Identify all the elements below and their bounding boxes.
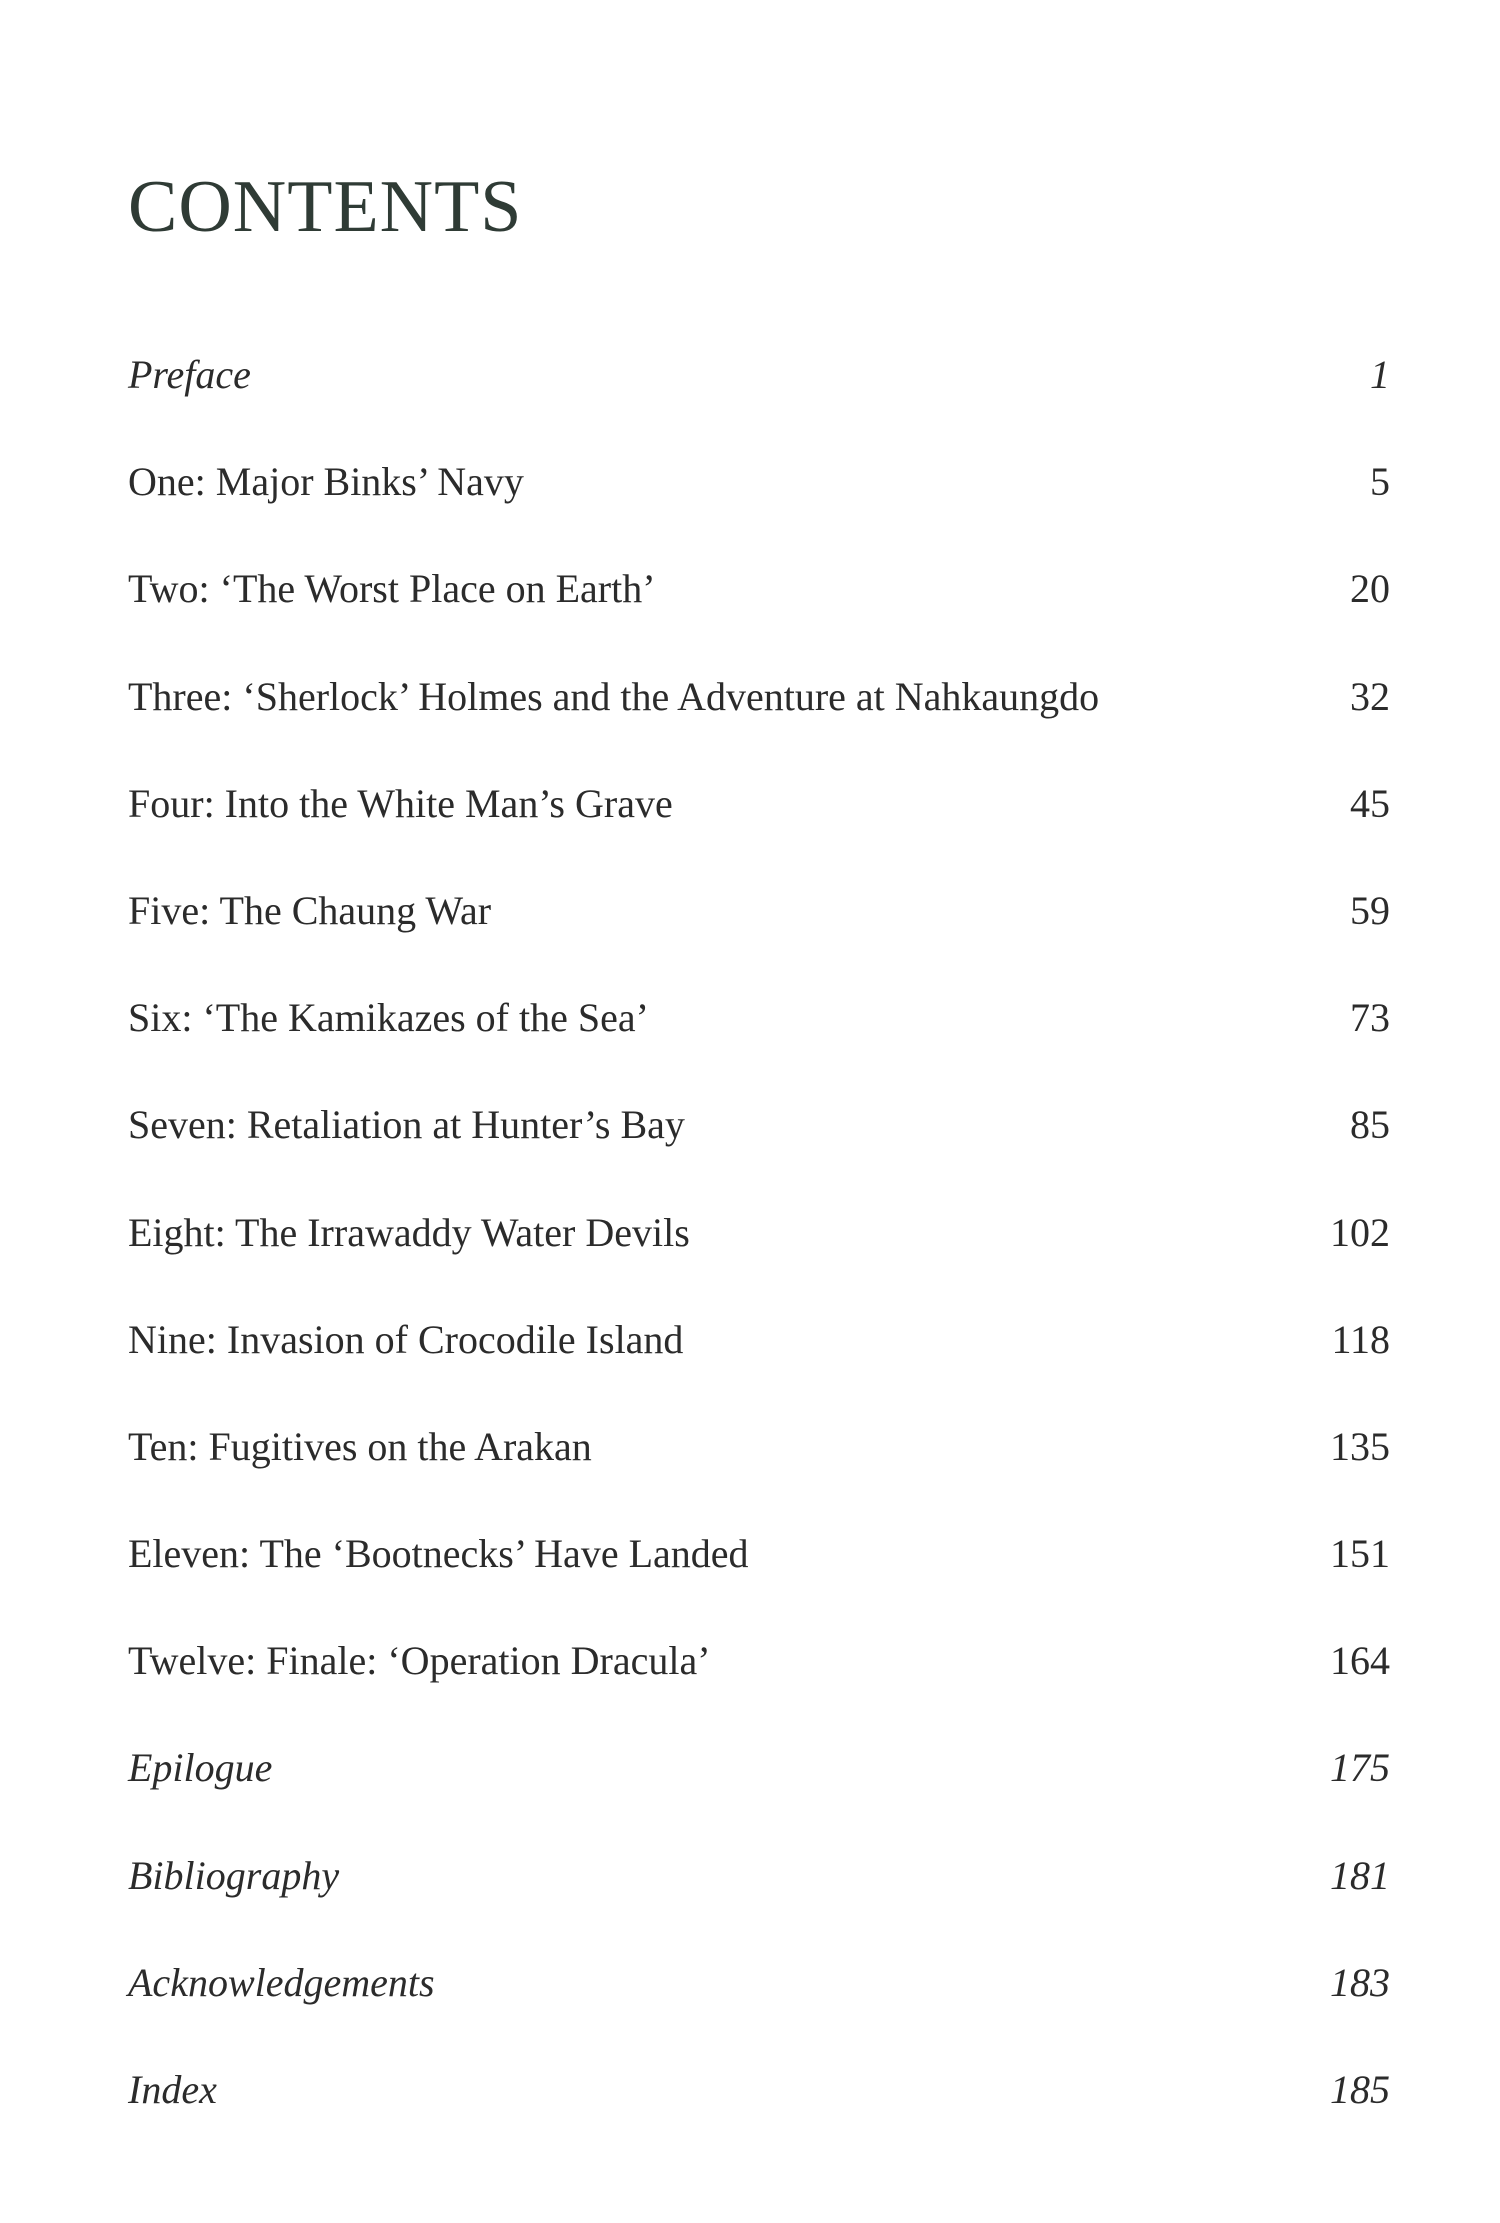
- toc-entry-chapter-four[interactable]: [128, 780, 1390, 891]
- toc-entry-chapter-six[interactable]: [128, 995, 1390, 1105]
- toc-entry-page: 181: [1330, 1852, 1390, 1898]
- toc-entry-chapter-eleven[interactable]: [128, 1531, 1390, 1641]
- toc-entry-chapter-eight[interactable]: [128, 1209, 1390, 1320]
- toc-entry-chapter-seven[interactable]: [128, 1102, 1390, 1212]
- toc-entry-title: One: Major Binks’ Navy: [128, 459, 524, 505]
- toc-entry-chapter-three[interactable]: [128, 673, 1390, 784]
- toc-entry-page: 45: [1350, 780, 1390, 826]
- toc-entry-title: Eight: The Irrawaddy Water Devils: [128, 1209, 690, 1255]
- toc-entry-title: Six: ‘The Kamikazes of the Sea’: [128, 995, 649, 1041]
- toc-entry-page: 135: [1330, 1423, 1390, 1469]
- toc-entry-bibliography[interactable]: [128, 1852, 1390, 1963]
- toc-entry-title: Preface: [128, 352, 251, 397]
- page-title: CONTENTS: [128, 166, 523, 248]
- toc-entry-chapter-nine[interactable]: [128, 1316, 1390, 1427]
- table-of-contents: [128, 352, 1390, 2177]
- toc-entry-title: Two: ‘The Worst Place on Earth’: [128, 566, 656, 612]
- toc-entry-index[interactable]: [128, 2067, 1390, 2177]
- toc-entry-epilogue[interactable]: [128, 1745, 1390, 1855]
- toc-entry-page: 73: [1350, 995, 1390, 1041]
- toc-entry-page: 175: [1330, 1745, 1390, 1791]
- toc-entry-page: 185: [1330, 2067, 1390, 2112]
- toc-entry-chapter-ten[interactable]: [128, 1423, 1390, 1534]
- toc-entry-title: Acknowledgements: [128, 1959, 435, 2005]
- toc-entry-chapter-one[interactable]: [128, 459, 1390, 569]
- toc-entry-title: Epilogue: [128, 1745, 273, 1791]
- toc-entry-chapter-five[interactable]: [128, 887, 1390, 998]
- toc-entry-title: Ten: Fugitives on the Arakan: [128, 1423, 592, 1469]
- toc-entry-title: Bibliography: [128, 1852, 340, 1898]
- toc-entry-acknowledgements[interactable]: [128, 1959, 1390, 2070]
- toc-entry-page: 118: [1331, 1316, 1390, 1362]
- toc-entry-title: Eleven: The ‘Bootnecks’ Have Landed: [128, 1531, 749, 1577]
- toc-entry-page: 102: [1330, 1209, 1390, 1255]
- toc-entry-page: 1: [1370, 352, 1390, 397]
- toc-entry-page: 59: [1350, 887, 1390, 933]
- toc-entry-page: 32: [1350, 673, 1390, 719]
- toc-entry-page: 85: [1350, 1102, 1390, 1148]
- toc-entry-page: 183: [1330, 1959, 1390, 2005]
- toc-entry-preface[interactable]: [128, 352, 1390, 462]
- toc-entry-title: Seven: Retaliation at Hunter’s Bay: [128, 1102, 685, 1148]
- toc-entry-title: Twelve: Finale: ‘Operation Dracula’: [128, 1638, 711, 1684]
- toc-entry-page: 20: [1350, 566, 1390, 612]
- toc-entry-page: 5: [1370, 459, 1390, 505]
- toc-entry-page: 151: [1330, 1531, 1390, 1577]
- toc-entry-title: Five: The Chaung War: [128, 887, 492, 933]
- toc-entry-chapter-two[interactable]: [128, 566, 1390, 676]
- toc-entry-title: Index: [128, 2067, 217, 2112]
- toc-entry-title: Four: Into the White Man’s Grave: [128, 780, 673, 826]
- toc-entry-chapter-twelve[interactable]: [128, 1638, 1390, 1748]
- toc-entry-title: Nine: Invasion of Crocodile Island: [128, 1316, 684, 1362]
- toc-entry-title: Three: ‘Sherlock’ Holmes and the Adventure at Nahkaungdo: [128, 673, 1100, 719]
- toc-entry-page: 164: [1330, 1638, 1390, 1684]
